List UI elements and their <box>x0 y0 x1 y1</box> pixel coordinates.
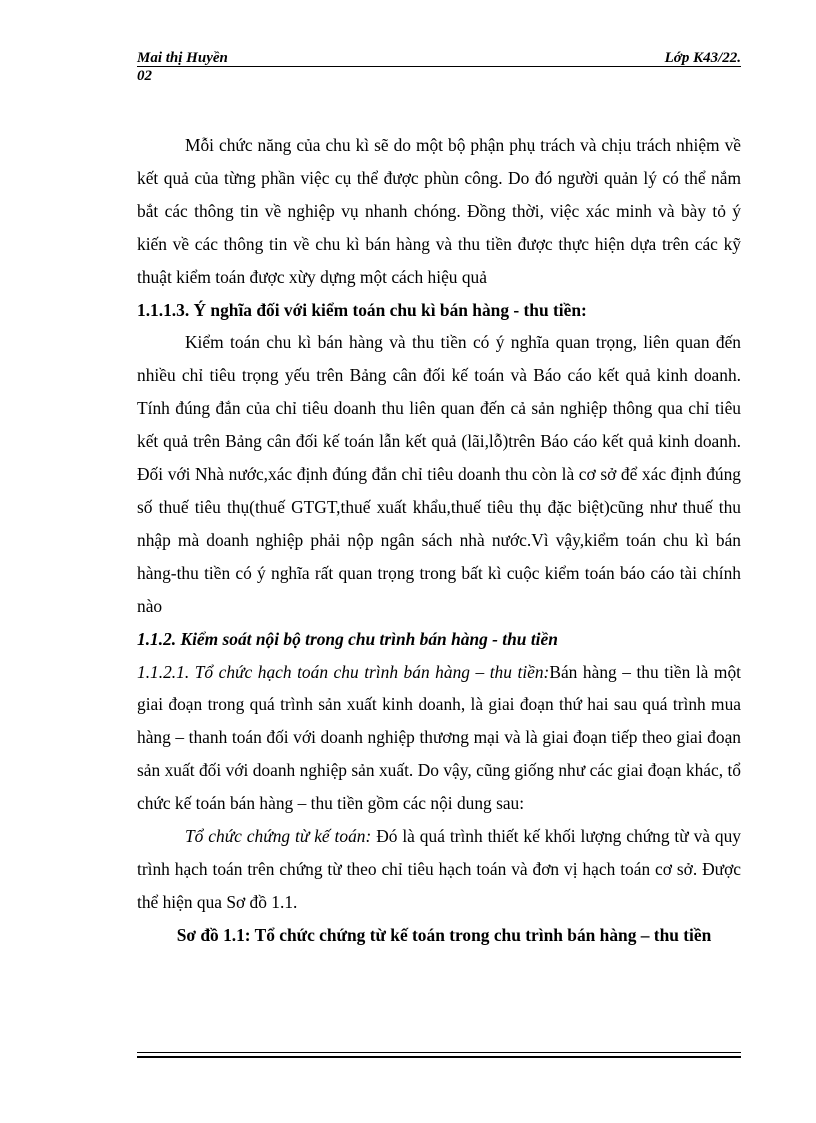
footer-rule-thick <box>137 1056 741 1058</box>
header-class: Lớp K43/22. <box>664 50 741 66</box>
diagram-caption: Sơ đồ 1.1: Tổ chức chứng từ kế toán trong chu trình bán hàng – thu tiền <box>176 924 712 945</box>
header-author: Mai thị Huyền <box>137 50 228 66</box>
header-rule <box>137 66 741 67</box>
footer-rule-thin <box>137 1052 741 1053</box>
paragraph-3-text: Bán hàng – thu tiền là một giai đoạn trong quá trình sản xuất kinh doanh, là giai đoạn thứ hai sau quá trình mua hàng – thanh toán đối với doanh nghiệp thương mại và là giai đoạn tiếp theo giai đoạn sản xuất đối với doanh nghiệp sản xuất. Do vậy, cũng giống như các giai đoạn khác, tổ chức kế toán bán hàng – thu tiền gồm các nội dung sau: <box>137 661 741 814</box>
paragraph-1: Mỗi chức năng của chu kì sẽ do một bộ phận phụ trách và chịu trách nhiệm về kết quả của từng phần việc cụ thể được phùn công. Do đó người quản lý có thể nắm bắt các thông tin về nghiệp vụ nhanh chóng. Đồng thời, việc xác minh và bày tỏ ý kiến về các thông tin về chu kì bán hàng và thu tiền được thực hiện dựa trên các kỹ thuật kiểm toán được xừy dựng một cách hiệu quả <box>137 135 741 287</box>
paragraph-4 <box>137 820 741 919</box>
header-class-continued: 02 <box>137 68 152 84</box>
heading-1-1-2: 1.1.2. Kiểm soát nội bộ trong chu trình bán hàng - thu tiền <box>137 628 558 649</box>
paragraph-2: Kiểm toán chu kì bán hàng và thu tiền có ý nghĩa quan trọng, liên quan đến nhiều chỉ tiêu trọng yếu trên Bảng cân đối kế toán và Báo cáo kết quả kinh doanh. Tính đúng đắn của chỉ tiêu doanh thu liên quan đến cả sản nghiệp thông qua chỉ tiêu kết quả trên Bảng cân đối kế toán lẫn kết quả (lãi,lỗ)trên Báo cáo kết quả kinh doanh. Đối với Nhà nước,xác định đúng đắn chỉ tiêu doanh thu còn là cơ sở để xác định đúng số thuế tiêu thụ(thuế GTGT,thuế xuất khẩu,thuế tiêu thụ đặc biệt)cũng như thuế thu nhập mà doanh nghiệp phải nộp ngân sách nhà nước.Vì vậy,kiểm toán chu kì bán hàng-thu tiền có ý nghĩa rất quan trọng trong bất kì cuộc kiểm toán báo cáo tài chính nào <box>137 332 741 616</box>
paragraph-4-text: Đó là quá trình thiết kế khối lượng chứng từ và quy trình hạch toán trên chứng từ theo chỉ tiêu hạch toán và đơn vị hạch toán cơ sở. Được thể hiện qua Sơ đồ 1.1. <box>137 826 741 912</box>
document-body <box>137 129 741 952</box>
subheading-to-chuc-chung-tu: Tổ chức chứng từ kế toán: <box>185 826 372 847</box>
subheading-1-1-2-1: 1.1.2.1. Tổ chức hạch toán chu trình bán hàng – thu tiền: <box>137 661 550 682</box>
paragraph-3 <box>137 656 741 821</box>
heading-1-1-1-3: 1.1.1.3. Ý nghĩa đối với kiểm toán chu kì bán hàng - thu tiền: <box>137 299 587 320</box>
